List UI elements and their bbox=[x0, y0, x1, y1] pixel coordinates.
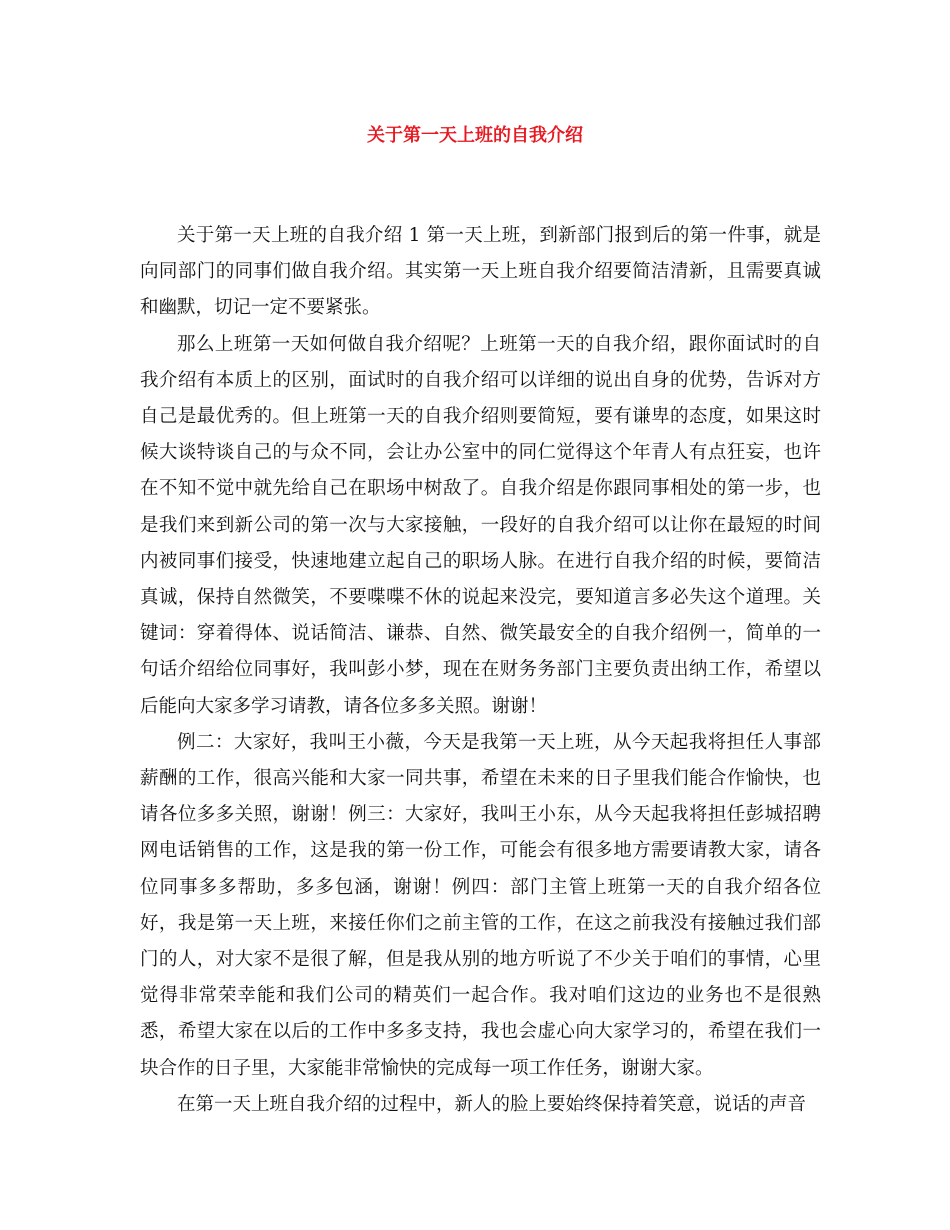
document-body bbox=[140, 218, 821, 1123]
paragraph-3: 例二：大家好，我叫王小薇，今天是我第一天上班，从今天起我将担任人事部薪酬的工作，很高兴能和大家一同共事，希望在未来的日子里我们能合作愉快，也请各位多多关照，谢谢！例三：大家好，我叫王小东，从今天起我将担任彭城招聘网电话销售的工作，这是我的第一份工作，可能会有很多地方需要请教大家，请各位同事多多帮助，多多包涵，谢谢！例四：部门主管上班第一天的自我介绍各位好，我是第一天上班，来接任你们之前主管的工作，在这之前我没有接触过我们部门的人，对大家不是很了解，但是我从别的地方听说了不少关于咱们的事情，心里觉得非常荣幸能和我们公司的精英们一起合作。我对咱们这边的业务也不是很熟悉，希望大家在以后的工作中多多支持，我也会虚心向大家学习的，希望在我们一块合作的日子里，大家能非常愉快的完成每一项工作任务，谢谢大家。 bbox=[140, 731, 821, 1079]
paragraph-4: 在第一天上班自我介绍的过程中，新人的脸上要始终保持着笑意，说话的声音 bbox=[177, 1093, 807, 1115]
paragraph-2: 那么上班第一天如何做自我介绍呢？上班第一天的自我介绍，跟你面试时的自我介绍有本质上的区别，面试时的自我介绍可以详细的说出自身的优势，告诉对方自己是最优秀的。但上班第一天的自我介绍则要简短，要有谦卑的态度，如果这时候大谈特谈自己的与众不同，会让办公室中的同仁觉得这个年青人有点狂妄，也许在不知不觉中就先给自己在职场中树敌了。自我介绍是你跟同事相处的第一步，也是我们来到新公司的第一次与大家接触，一段好的自我介绍可以让你在最短的时间内被同事们接受，快速地建立起自己的职场人脉。在进行自我介绍的时候，要简洁真诚，保持自然微笑，不要喋喋不休的说起来没完，要知道言多必失这个道理。关键词：穿着得体、说话简洁、谦恭、自然、微笑最安全的自我介绍例一，简单的一句话介绍给位同事好，我叫彭小梦，现在在财务务部门主要负责出纳工作，希望以后能向大家多学习请教，请各位多多关照。谢谢！ bbox=[140, 333, 821, 717]
paragraph-1: 关于第一天上班的自我介绍 1 第一天上班，到新部门报到后的第一件事，就是向同部门的同事们做自我介绍。其实第一天上班自我介绍要简洁清新，且需要真诚和幽默，切记一定不要紧张。 bbox=[140, 225, 821, 319]
document-title: 关于第一天上班的自我介绍 bbox=[367, 125, 583, 146]
